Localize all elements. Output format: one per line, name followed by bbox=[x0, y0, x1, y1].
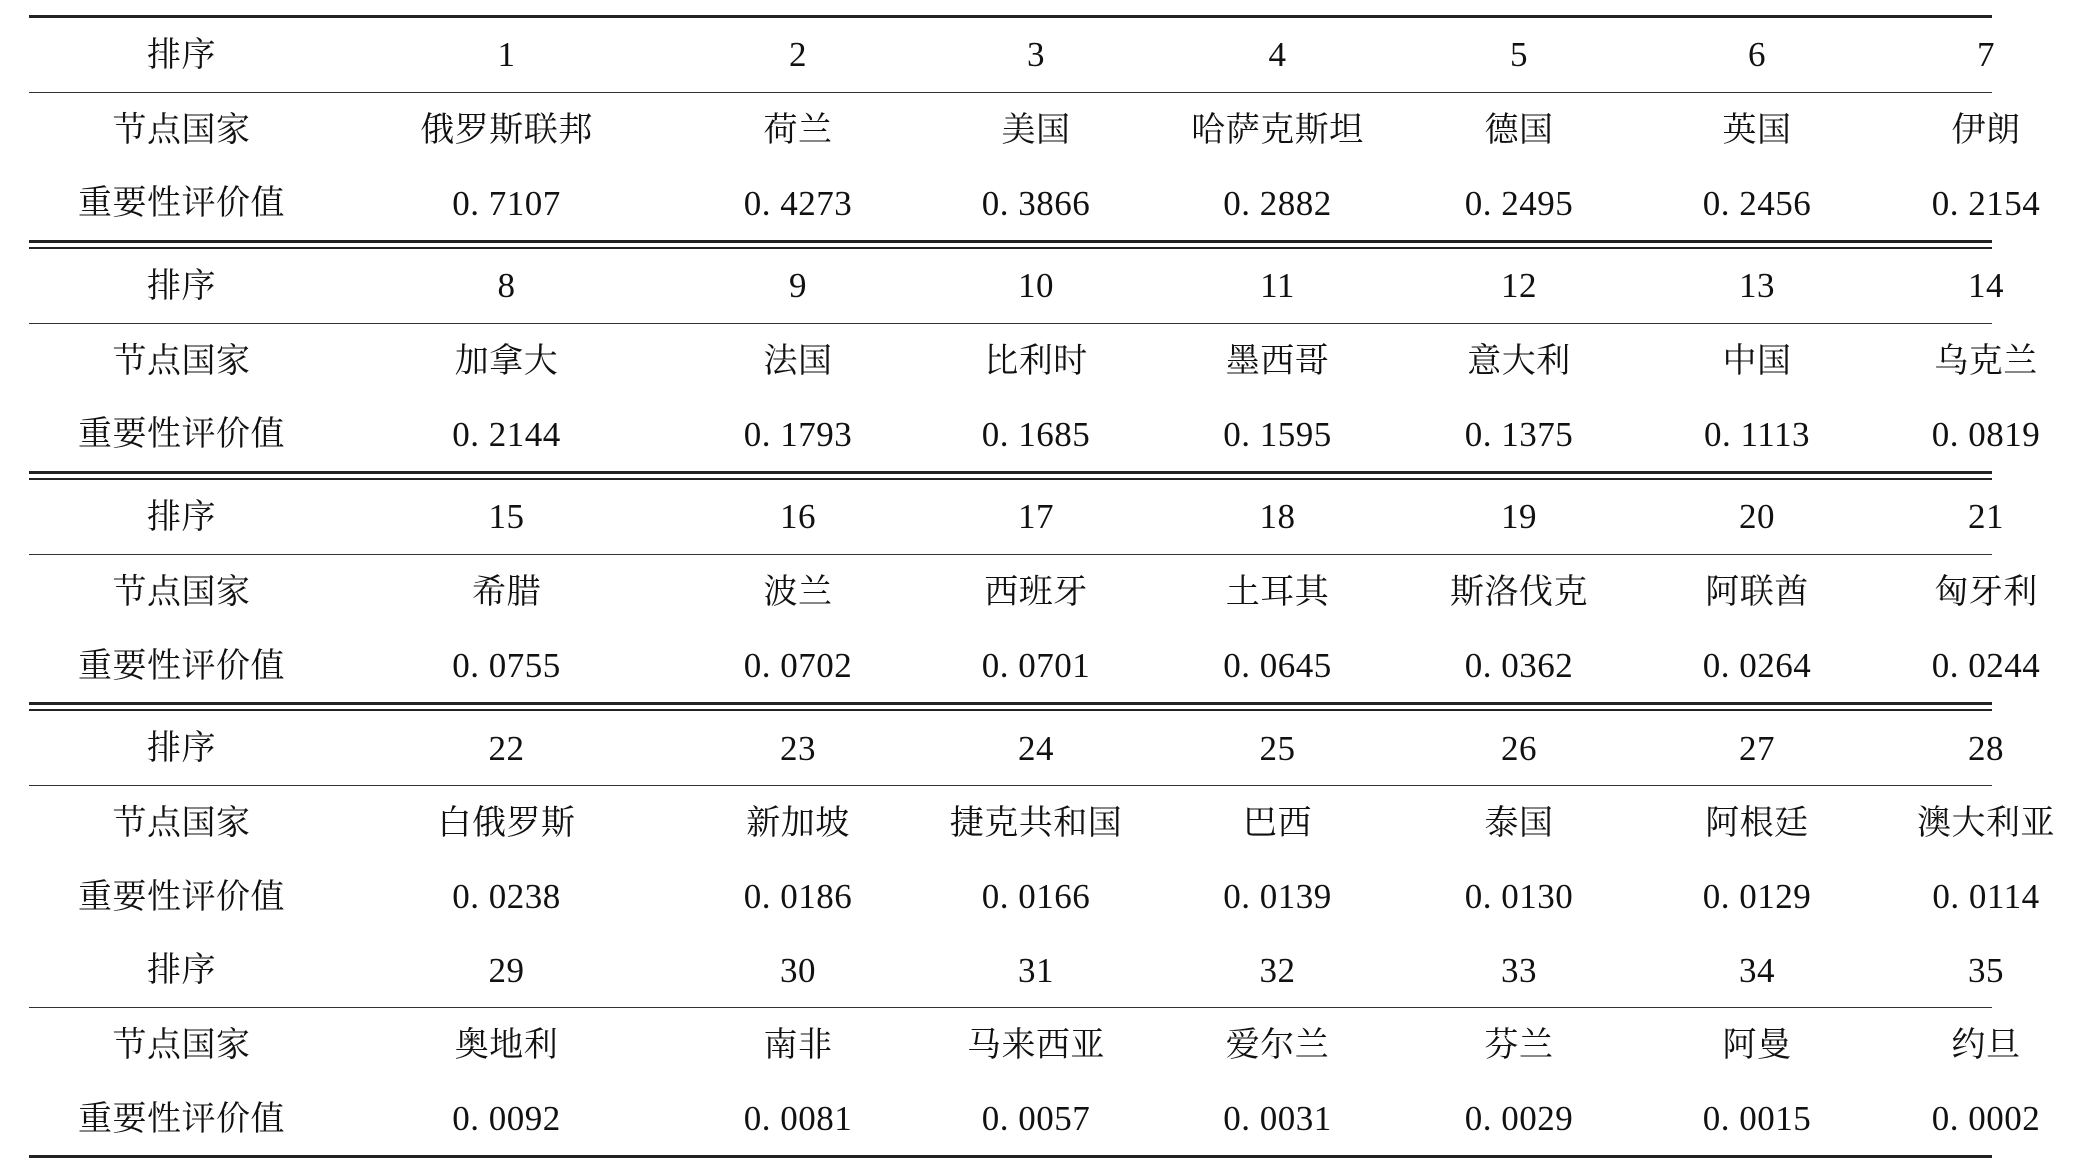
rank-label: 排序 bbox=[147, 950, 216, 991]
value-cell: 0. 7107 bbox=[452, 183, 561, 223]
rank-label: 排序 bbox=[147, 496, 216, 537]
table-block-1 bbox=[29, 18, 2041, 240]
value-cell: 0. 0755 bbox=[452, 646, 561, 686]
rank-cell: 13 bbox=[1739, 266, 1775, 306]
rank-cell: 31 bbox=[1018, 950, 1054, 990]
rank-cell: 9 bbox=[789, 266, 807, 306]
country-cell: 意大利 bbox=[1467, 340, 1571, 381]
country-cell: 俄罗斯联邦 bbox=[420, 109, 593, 150]
value-cell: 0. 0130 bbox=[1464, 877, 1574, 917]
value-cell: 0. 0186 bbox=[743, 877, 853, 917]
value-cell: 0. 0015 bbox=[1702, 1099, 1812, 1139]
value-cell: 0. 1375 bbox=[1464, 414, 1574, 454]
country-label: 节点国家 bbox=[112, 1025, 251, 1066]
rank-cell: 18 bbox=[1259, 497, 1296, 537]
rank-cell: 15 bbox=[488, 497, 525, 537]
value-cell: 0. 2456 bbox=[1702, 183, 1812, 223]
rank-cell: 19 bbox=[1501, 497, 1537, 537]
value-row bbox=[29, 629, 2041, 703]
value-cell: 0. 0362 bbox=[1464, 646, 1574, 686]
rank-cell: 16 bbox=[780, 497, 816, 537]
value-cell: 0. 2144 bbox=[452, 414, 561, 454]
country-row bbox=[29, 1008, 2021, 1082]
rank-cell: 8 bbox=[497, 266, 516, 306]
rank-cell: 14 bbox=[1968, 266, 2004, 306]
country-cell: 泰国 bbox=[1484, 803, 1554, 844]
country-label: 节点国家 bbox=[112, 572, 251, 613]
country-cell: 澳大利亚 bbox=[1917, 803, 2055, 844]
rank-row bbox=[29, 711, 2004, 785]
value-cell: 0. 0057 bbox=[981, 1099, 1091, 1139]
rank-cell: 22 bbox=[488, 728, 525, 768]
rank-cell: 7 bbox=[1977, 35, 1995, 75]
table-block-3 bbox=[29, 480, 2041, 702]
value-cell: 0. 2154 bbox=[1931, 183, 2041, 223]
country-cell: 巴西 bbox=[1243, 803, 1312, 844]
rank-cell: 35 bbox=[1968, 950, 2004, 990]
country-cell: 芬兰 bbox=[1484, 1025, 1554, 1066]
value-cell: 0. 1595 bbox=[1223, 414, 1332, 454]
rank-cell: 21 bbox=[1968, 497, 2004, 537]
rank-cell: 24 bbox=[1018, 728, 1054, 768]
value-label: 重要性评价值 bbox=[78, 414, 285, 455]
country-cell: 英国 bbox=[1722, 109, 1792, 150]
rank-cell: 17 bbox=[1018, 497, 1054, 537]
value-cell: 0. 0114 bbox=[1932, 877, 2040, 917]
rank-cell: 30 bbox=[780, 950, 816, 990]
country-cell: 荷兰 bbox=[763, 109, 833, 150]
rank-cell: 25 bbox=[1259, 728, 1296, 768]
value-row bbox=[29, 860, 2040, 934]
country-cell: 奥地利 bbox=[454, 1025, 559, 1066]
country-cell: 马来西亚 bbox=[967, 1025, 1105, 1066]
rank-label: 排序 bbox=[147, 265, 216, 306]
country-row bbox=[29, 786, 2055, 860]
value-row bbox=[29, 167, 2041, 241]
country-cell: 阿根廷 bbox=[1705, 803, 1809, 844]
rank-cell: 32 bbox=[1259, 950, 1296, 990]
rank-cell: 33 bbox=[1501, 950, 1537, 990]
value-cell: 0. 0244 bbox=[1931, 646, 2041, 686]
country-cell: 西班牙 bbox=[984, 572, 1088, 613]
bottom-rule bbox=[29, 1155, 1992, 1158]
rank-cell: 23 bbox=[780, 728, 816, 768]
rank-cell: 26 bbox=[1501, 728, 1537, 768]
rank-cell: 12 bbox=[1501, 266, 1537, 306]
country-cell: 比利时 bbox=[984, 340, 1088, 381]
country-cell: 白俄罗斯 bbox=[437, 803, 576, 844]
rank-cell: 2 bbox=[789, 35, 807, 75]
country-cell: 墨西哥 bbox=[1225, 340, 1330, 381]
rank-cell: 3 bbox=[1027, 35, 1045, 75]
table-block-5 bbox=[29, 933, 2041, 1155]
country-cell: 匈牙利 bbox=[1934, 572, 2038, 613]
rank-row bbox=[29, 933, 2004, 1007]
value-cell: 0. 0081 bbox=[743, 1099, 853, 1139]
value-cell: 0. 0139 bbox=[1223, 877, 1332, 917]
rank-cell: 4 bbox=[1268, 35, 1287, 75]
block-separator bbox=[29, 471, 1992, 480]
country-row bbox=[29, 324, 2038, 398]
rank-cell: 28 bbox=[1968, 728, 2004, 768]
rank-cell: 34 bbox=[1739, 950, 1775, 990]
value-cell: 0. 1793 bbox=[743, 414, 853, 454]
country-cell: 斯洛伐克 bbox=[1450, 572, 1588, 613]
country-cell: 加拿大 bbox=[454, 340, 559, 381]
block-separator bbox=[29, 702, 1992, 711]
rank-cell: 27 bbox=[1739, 728, 1775, 768]
rank-cell: 5 bbox=[1510, 35, 1528, 75]
country-label: 节点国家 bbox=[112, 803, 251, 844]
block-separator bbox=[29, 240, 1992, 249]
country-row bbox=[29, 93, 2021, 167]
value-cell: 0. 2882 bbox=[1223, 183, 1332, 223]
rank-label: 排序 bbox=[147, 728, 216, 769]
rank-cell: 6 bbox=[1748, 35, 1766, 75]
value-cell: 0. 0264 bbox=[1702, 646, 1812, 686]
country-cell: 南非 bbox=[763, 1025, 833, 1066]
table-block-2 bbox=[29, 249, 2041, 471]
value-label: 重要性评价值 bbox=[78, 183, 285, 224]
rank-cell: 29 bbox=[488, 950, 525, 990]
value-cell: 0. 0819 bbox=[1931, 414, 2041, 454]
country-cell: 希腊 bbox=[472, 572, 541, 613]
rank-cell: 10 bbox=[1018, 266, 1054, 306]
country-cell: 土耳其 bbox=[1225, 572, 1330, 613]
value-cell: 0. 0701 bbox=[981, 646, 1091, 686]
country-cell: 美国 bbox=[1001, 109, 1071, 150]
country-cell: 哈萨克斯坦 bbox=[1191, 109, 1364, 150]
value-cell: 0. 0238 bbox=[452, 877, 561, 917]
country-cell: 捷克共和国 bbox=[949, 803, 1123, 844]
country-cell: 波兰 bbox=[763, 572, 833, 613]
country-label: 节点国家 bbox=[112, 109, 251, 150]
value-row bbox=[29, 1082, 2041, 1156]
country-cell: 约旦 bbox=[1951, 1025, 2021, 1066]
rank-cell: 11 bbox=[1260, 266, 1295, 306]
value-cell: 0. 4273 bbox=[743, 183, 853, 223]
country-row bbox=[29, 555, 2038, 629]
rank-row bbox=[29, 480, 2004, 554]
rank-cell: 1 bbox=[497, 35, 516, 75]
ranking-table bbox=[29, 15, 2055, 1158]
country-cell: 乌克兰 bbox=[1934, 340, 2038, 381]
value-cell: 0. 0092 bbox=[452, 1099, 561, 1139]
value-cell: 0. 0645 bbox=[1223, 646, 1332, 686]
country-label: 节点国家 bbox=[112, 340, 251, 381]
rank-cell: 20 bbox=[1739, 497, 1775, 537]
country-cell: 阿联酋 bbox=[1705, 572, 1809, 613]
rank-row bbox=[29, 18, 1995, 92]
country-cell: 新加坡 bbox=[746, 803, 850, 844]
value-cell: 0. 0702 bbox=[743, 646, 853, 686]
value-label: 重要性评价值 bbox=[78, 1098, 285, 1139]
value-cell: 0. 0129 bbox=[1702, 877, 1812, 917]
value-cell: 0. 0166 bbox=[981, 877, 1091, 917]
value-cell: 0. 0029 bbox=[1464, 1099, 1574, 1139]
country-cell: 法国 bbox=[763, 340, 833, 381]
country-cell: 爱尔兰 bbox=[1225, 1025, 1330, 1066]
country-cell: 伊朗 bbox=[1951, 109, 2021, 150]
country-cell: 中国 bbox=[1722, 340, 1792, 381]
value-cell: 0. 0002 bbox=[1931, 1099, 2041, 1139]
country-cell: 阿曼 bbox=[1722, 1025, 1792, 1066]
rank-row bbox=[29, 249, 2004, 323]
value-cell: 0. 3866 bbox=[981, 183, 1091, 223]
value-cell: 0. 2495 bbox=[1464, 183, 1574, 223]
table-block-4 bbox=[29, 711, 2055, 933]
value-label: 重要性评价值 bbox=[78, 645, 285, 686]
value-cell: 0. 1685 bbox=[981, 414, 1091, 454]
rank-label: 排序 bbox=[147, 34, 216, 75]
value-label: 重要性评价值 bbox=[78, 876, 285, 917]
country-cell: 德国 bbox=[1484, 109, 1554, 150]
value-row bbox=[29, 398, 2041, 472]
value-cell: 0. 1113 bbox=[1704, 414, 1810, 454]
value-cell: 0. 0031 bbox=[1223, 1099, 1332, 1139]
